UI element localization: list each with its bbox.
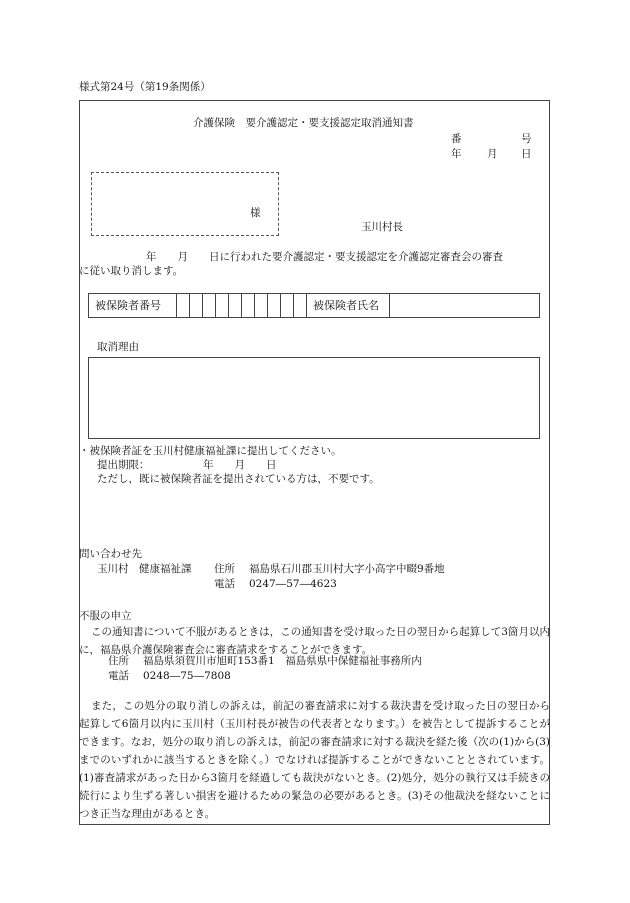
- number-label-ban: 番: [451, 133, 462, 145]
- insured-number-digit[interactable]: [255, 294, 268, 317]
- insured-number-digit[interactable]: [177, 294, 190, 317]
- deadline-label: 提出期限：: [97, 459, 150, 471]
- insured-name-field[interactable]: [390, 294, 539, 317]
- date-day-label: 日: [521, 148, 532, 160]
- appeal-address: 福島県須賀川市旭町153番1 福島県県中保健福祉事務所内: [143, 655, 422, 667]
- contact-dept: 玉川村 健康福祉課: [97, 563, 192, 575]
- appeal-phone-label: 電話: [108, 670, 129, 682]
- form-number: 様式第24号（第19条関係）: [79, 81, 211, 93]
- contact-heading: 問い合わせ先: [79, 548, 142, 560]
- insured-number-digit[interactable]: [268, 294, 281, 317]
- addressee-box: [91, 172, 279, 236]
- appeal-heading: 不服の申立: [79, 610, 132, 622]
- insured-number-digit[interactable]: [294, 294, 307, 317]
- contact-address-label: 住所: [214, 563, 235, 575]
- lawsuit-text: また，この処分の取り消しの訴えは，前記の審査請求に対する裁決書を受け取った日の翌日から起算して6箇月以内に玉川村（玉川村長が被告の代表者となります。）を被告として提訴することができます。なお，処分の取り消しの訴えは，前記の審査請求に対する裁決を経た後（次の(1)から(3)までのいずれかに該当するときを除く。）でなければ提訴することができないこととされています。(1)審査請求があった日から3箇月を経過しても裁決がないとき。(2)処分，処分の執行又は手続きの続行により生ずる著しい損害を避けるための緊急の必要があるとき。(3)その他裁決を経ないことにつき正当な理由があるとき。: [79, 700, 550, 820]
- reason-label: 取消理由: [97, 341, 139, 353]
- reason-field[interactable]: [88, 357, 540, 439]
- notice-line-1: ・被保険者証を玉川村健康福祉課に提出してください。: [79, 445, 342, 457]
- appeal-text: この通知書について不服があるときは，この通知書を受け取った日の翌日から起算して3箇月以内に，福島県介護保険審査会に審査請求をすることができます。: [79, 626, 550, 656]
- insured-number-digit[interactable]: [229, 294, 242, 317]
- appeal-phone: 0248―75―7808: [143, 670, 231, 682]
- contact-phone-label: 電話: [214, 578, 235, 590]
- insured-number-digit[interactable]: [216, 294, 229, 317]
- appeal-address-label: 住所: [108, 655, 129, 667]
- issuer-name: 玉川村長: [361, 221, 403, 233]
- insured-number-digit[interactable]: [242, 294, 255, 317]
- date-year-label: 年: [451, 148, 462, 160]
- insured-number-digit[interactable]: [190, 294, 203, 317]
- insured-number-digit[interactable]: [203, 294, 216, 317]
- insured-number-label: 被保険者番号: [89, 294, 177, 317]
- contact-address: 福島県石川郡玉川村大字小高字中畷9番地: [249, 563, 445, 575]
- deadline-date: 年 月 日: [203, 459, 277, 471]
- insured-number-digit[interactable]: [281, 294, 294, 317]
- contact-phone: 0247―57―4623: [249, 578, 337, 590]
- number-label-go: 号: [521, 133, 532, 145]
- body-text-line-2: に従い取り消します。: [79, 265, 184, 277]
- date-month-label: 月: [487, 148, 498, 160]
- addressee-suffix: 様: [250, 207, 261, 219]
- notice-line-3: ただし，既に被保険者証を提出されている方は，不要です。: [97, 473, 380, 485]
- insured-info-row: [88, 293, 540, 318]
- body-text-line-1: 年 月 日に行われた要介護認定・要支援認定を介護認定審査会の審査: [146, 251, 503, 263]
- document-title: 介護保険 要介護認定・要支援認定取消通知書: [193, 117, 414, 129]
- insured-name-label: 被保険者氏名: [307, 294, 390, 317]
